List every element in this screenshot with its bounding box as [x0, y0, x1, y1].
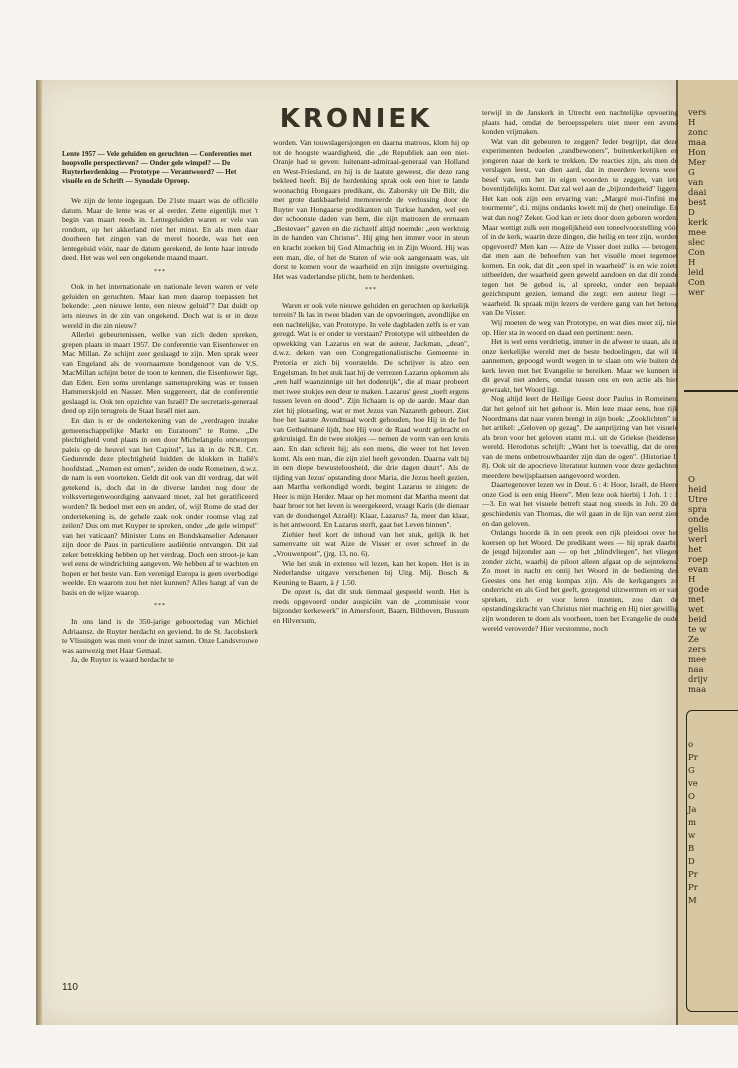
adjacent-page-line: Con: [688, 248, 706, 258]
paragraph: terwijl in de Janskerk in Utrecht een nachtelijke opvoering plaats had, omdat de beroepsspelers niet meer een avond konden vrijmaken.: [482, 108, 678, 137]
magazine-page: [36, 80, 676, 1025]
adjacent-page-line: Pr: [688, 883, 698, 893]
page-title: KRONIEK: [279, 104, 433, 134]
adjacent-page-line: wet: [688, 605, 704, 615]
adjacent-page-line: Hon: [688, 148, 707, 158]
page-number: 110: [62, 982, 78, 993]
paragraph: Waren er ook vele nieuwe geluiden en geruchten op kerkelijk terrein? Ik las in twee bladen van de opvoeringen, avondlijke en een nachtelijke, van Prototype. In vele dagbladen zelfs is er van geregd. Wat is er onder te verstaan? Prototype wil uitbeelden de opwekking van Lazarus en wat de auteur, Jackman, „dean", d.w.z. deken van een Congregationalistische Gemeente in Pretoria er zich bij voorstelde. De schrijver is alzo een Engelsman. In het stuk laat hij de verrezen Lazarus opkomen als „een half waanzinnige uit het dodenrijk", die al maar probeert met twee stokjes een deur te maken. Lazarus' geest „toeft ergens tussen leven en dood". Zijn lichaam is op de aarde. Maar dan ziet hij plotseling, wat er met Jezus van Nazareth gebeurt. Ziet hoe het laatste Avondmaal wordt gehouden, hoe Hij in de hof van Gethsémané lijdt, hoe Hij voor de Raad wordt gebracht en gekruisigd. En de twee stokjes — nemen de vorm van een kruis aan. En dan schreit hij; als een mens, die weer tot het leven komt. Als een man, die zijn ziel heeft gevonden. Daarna valt hij in een diepe bewusteloosheid, die drie dagen duurt". Als de tijding van Jezus' opstanding door Maria, die Jezus heeft gezien, aan Martha verkondigd wordt, begint Lazarus te zingen: de Heer is mijn Herder. Maar op het moment dat Martha meent dat haar broer tot het leven is weergekeerd, vraagt Karis (de dienaar van de doodsengel Azraël): Klaar, Lazarus? Ja, meer dan klaar, is het antwoord. En Lazarus sterft, gaat het Leven binnen".: [273, 300, 469, 530]
paragraph: Nog altijd leert de Heilige Geest door Paulus in Romeinen, dat het geloof uit het gehoor is. Men leze maar eens, hoe rijk Noordmans dat naar voren brengt in zijn boek: „Zooklichten" in het artikel: „Geloven op gezag". De aanprijzing van het visuele als bron voor het geloven stamt m.i. uit de Griekse (heidense) wereld. Herodotus schrijft: „Want het is toevallig, dat de oren van de mens onbetrouwbaarder zijn dan de ogen". (Historiae I: 8). Ook uit de apocrieve literatuur kunnen voor deze gedachten meerdere bewijsplaatsen aangevoerd worden.: [482, 394, 678, 480]
adjacent-page-line: Con: [688, 278, 706, 288]
paragraph: En dan is er de ondertekening van de „verdragen inzake gemeenschappelijke Markt en Euratoom" te Rome. „De plechtigheid vond plaats in een door Michelangelo ontworpen paleis op de heuvel van het Capitol", las ik in de N.R. Crt. Gedurende deze plechtigheid luidden de klokken in Italië's hoofdstad. „Nomen est omen", zeiden de oude Romeinen, d.w.z. de nam is een voorteken. Geldt dit ook van dit verdrag, dat wèl getekend is, doch dat in de diverse landen nog door de volksvertegenwoordiging aanvaard moet, zal het geratificeerd worden? Ik bedoel met een en ander, of, wijl Rome de stad der ondertekening is, de gehele zaak ook onder roomse vlag zal zeilen? Dus om met Kuyper te spreken, onder „de gele wimpel" van het vaticaan? Minister Luns en Bondskanselier Adenauer zijn door de Paus in particuliere audiëntie ontvangen. Dit zal zeker betrekking hebben op het verdrag. Doch een stroot-je kan wel eens de windrichting aangeven. We hebben af te wachten en hopen er het beste van. Een verenigd Europa is geen overbodige weelde. En waarom zou het niet kunnen? Alles hangt af van de basis en de wijze waarop.: [62, 416, 258, 597]
adjacent-page-line: vers: [688, 108, 707, 118]
adjacent-page-line: beid: [688, 615, 707, 625]
paragraph: De opzet is, dat dit stuk tienmaal gespeeld wordt. Het is reeds opgevoerd onder auspiciën van de „commissie voor bijzonder kerkewerk" in Amersfoort, Baarn, Bilthoven, Bussum en Hilversum,: [273, 587, 469, 625]
adjacent-page-line: maa: [688, 138, 707, 148]
paragraph: Ook in het internationale en nationale leven waren er vele geluiden en geruchten. Maar kan men daarop toepassen het bekende: „een nieuwe lente, een nieuw geluid"? Dat duidt op iets nieuws in de zin van ongekend. Doch wat is er in deze wereld in die zin nieuw?: [62, 282, 258, 330]
paragraph: Wie het stuk in extenso wil lezen, kan het kopen. Het is in Nederlandse uitgave verschenen bij Uitg. Mij. Bosch & Keuning te Baarn, à ƒ 1.50.: [273, 558, 469, 587]
adjacent-page-line: wer: [688, 288, 705, 298]
adjacent-page-line: zonc: [688, 128, 708, 138]
article-summary: Lente 1957 — Vele geluiden en geruchten — Conferenties met hoopvolle perspectieven? — Onder gele wimpel? — De Ruyterherdenking — Prototype — Verantwoord? — Het visuële en de Schrift — Synodale Oproep.: [62, 150, 252, 185]
adjacent-page-rule: [684, 390, 738, 392]
adjacent-page-box: [686, 710, 738, 1012]
adjacent-page-line: H: [688, 258, 696, 268]
adjacent-page-line: drijv: [688, 675, 708, 685]
adjacent-page-line: H: [688, 575, 696, 585]
paragraph: We zijn de lente ingegaan. De 21ste maart was de officiële datum. Maar de lente was er al eerder. Zette eigenlijk met 't begin van maart reeds in. Lentegeluiden waren er vele van rondom, op het akkerland niet het minst. En als men daar doorheen het zingen van de merel hoorde, was het een lentegeluid vóór, naar de datum gerekend, de lente haar intrede deed. Het was wel een ongekende maand maart.: [62, 196, 258, 263]
paragraph: In ons land is de 350-jarige geboortedag van Michiel Adriaansz. de Ruyter herdacht en geviend. In de St. Jacobskerk te Vlissingen was men voor de inzet samen. Onze Landsvrouwe was aanwezig met Haar Gemaal.: [62, 616, 258, 655]
adjacent-page-line: daai: [688, 188, 707, 198]
adjacent-page-line: M: [688, 896, 697, 906]
adjacent-page-line: naa: [688, 665, 704, 675]
adjacent-page-line: Ze: [688, 635, 699, 645]
adjacent-page-line: heid: [688, 485, 707, 495]
adjacent-page-line: gode: [688, 585, 710, 595]
adjacent-page-line: met: [688, 595, 705, 605]
adjacent-page-line: o: [688, 740, 694, 750]
column-2: [273, 138, 469, 965]
adjacent-page-line: G: [688, 168, 695, 178]
adjacent-page-line: Utre: [688, 495, 708, 505]
adjacent-page-line: zers: [688, 645, 706, 655]
adjacent-page-line: Ja: [688, 805, 697, 815]
adjacent-page-line: slec: [688, 238, 705, 248]
adjacent-page-line: leid: [688, 268, 704, 278]
adjacent-page-line: Mer: [688, 158, 706, 168]
adjacent-page-line: O: [688, 475, 695, 485]
paragraph: Onlangs hoorde ik in een preek een rijk pleidooi over het koersen op het Woord. De predikant wees — hij sprak daarbij de jeugd bijzonder aan — op het „blindvliegen", het vliegen zonder zicht, waarbij de piloot alleen afgaat op de sejntekens. Zo moet in nacht en ontij het Woord in de bediening des Geestes ons het enig kompas zijn. Als de kerkgangers zo onderricht en als God het geeft, gezegend uitzwermen en er van spreken, zich er voor leren inzetten, zou dan de opstandingskracht van Christus niet machtig en Hij niet gewillig zijn wonderen te doen als voorheen, toen het Evangelie de oude wereld veroverde? Hier verstomme, noch: [482, 528, 678, 633]
adjacent-page-line: spra: [688, 505, 707, 515]
adjacent-page-line: Pr: [688, 753, 698, 763]
separator: ***: [365, 287, 377, 294]
column-1: [62, 150, 258, 965]
adjacent-page-line: van: [688, 178, 704, 188]
adjacent-page-line: werl: [688, 535, 708, 545]
separator: ***: [154, 268, 166, 275]
adjacent-page-line: Pr: [688, 870, 698, 880]
adjacent-page: [676, 80, 738, 1025]
paragraph: Wij moeten de weg van Prototype, en wat dies meer zij, niet op. Hier sta in woord en daad een pertinent: neen.: [482, 318, 678, 337]
paragraph: Wat van dit gebeuren te zeggen? Ieder begrijpt, dat deze experimenten bedoelen „randbewoners", buitenkerkelijken en jongeren naar de kerk te trekken. De reacties zijn, als men de verslagen leest, van dien aard, dat in meerdere levens weer besef van, om het in eigen woorden te zeggen, van iets boventijdelijks komt. Dat zal wel aan de „bijzonderheid" liggen. Het kan ook zijn een ervaring van: „Margré moi-l'infini me tourmente", d.i. mijns ondanks kwelt mij de (het) oneindige. En wat dan nog? Zeker. God kan er iets door doen geboren worden. Maar wettigt zulk een mogelijkheid een toneelvoorstelling vóór of in de kerk, waarin deze dingen, die heilig en teer zijn, worden opgevoerd? Men kan — Aize de Visser doet zulks — betogen, dat men aan de behoeften van het visuële moet tegemoet komen. En ook, dat dit „een spel in waarheid" is en wie zoiets uitbeelden, der waarheid geen geweld aandoen en dat dit zonde tegen het 9e gebod is, al spreekt, onder een bepaald gezichtspunt gezien, iemand die zegt: een auteur liegt — waarheid. Ik spraak mijn lezers de verdere gang van het betoog van De Visser.: [482, 136, 678, 318]
adjacent-page-line: te w: [688, 625, 707, 635]
adjacent-page-line: D: [688, 857, 695, 867]
paragraph: Daartegenover lezen we in Deut. 6 : 4: Hoor, Israël, de Heere onze God is een enig Heere". Men leze ook hierbij 1 Joh. 1 : 1—3. En wat het visuele betreft staat nog steeds in Joh. 20 de geschiedenis van Thomas, die wil gaan in de lijn van eerst zien en dan geloven.: [482, 480, 678, 528]
paragraph: Het is wel eens verdrietig, immer in de afweer te staan, als in onze kerkelijke wereld met de beste bedoelingen, dat wil ik aannemen, gepoogd wordt wegen in te slaan om wie buiten de kerk leven met het Evangelie te bereiken. Maar we kunnen in dit geval niet anders, omdat tussen ons en een actie als hier gewraakt, het Woord ligt.: [482, 337, 678, 394]
adjacent-page-line: gelis: [688, 525, 709, 535]
adjacent-page-line: O: [688, 792, 695, 802]
adjacent-page-line: H: [688, 118, 696, 128]
paragraph: Allerlei gebeurtenissen, welke van zich deden spreken, grepen plaats in maart 1957. De conferentie van Eisenhower en Mac Millan. Ze schijnt zeer geslaagd te zijn. Men sprak weer van Engeland als de voornaamste bondgenoot van de V.S. MacMillan schijnt beter de toon te kennen, die Eisenhower ligt, dan Eden. Een soms urenlange samenspreking was er tussen Hammerskjold en Nasser. Men suggereert, dat de conferentie geslaagd is. Ook ten opzichte van Israël? De secretaris-generaal deed op zijn terugreis de Staat Israël niet aan.: [62, 330, 258, 416]
paragraph: worden. Van touwslagersjongen en daarna matroos, klom hij op tot de hoogste waardigheid, die „de Republiek aan een niet-Oranje had te geven: luitenant-admiraal-generaal van Holland en West-Friesland, en hij is de laatste geweest, die deze rang bekleed heeft. Bij de herdenking sprak ook een hier te lande woonachtig Hongaars predikant, ds. Zaborsky uit De Bilt, die met grote dankbaarheid memoreerde de verlossing door de Ruyter van Hongaarse predikanten uit Turkse handen, wel een der schoonste daden van hem, die zijn matrozen de erenaam „Bestevaer" gaven en die zichzelf altijd noemde: „een werktuig in de handen van Christus". Hij ging hen immer voor in steun en kracht zoeken bij God Almachtig en in Zijn Woord. Hij was een man, die, of het de Staten of wie ook aangenaam was, uit dorst te komen voor de waarheid en zijn innigste overtuiging. Het was vaderlandse plicht, hem te herdenken.: [273, 138, 469, 281]
adjacent-page-line: evan: [688, 565, 709, 575]
adjacent-page-line: kerk: [688, 218, 708, 228]
adjacent-page-line: ve: [688, 779, 698, 789]
binding-edge: [36, 80, 42, 1025]
column-3: [482, 108, 678, 965]
adjacent-page-line: D: [688, 208, 695, 218]
adjacent-page-line: B: [688, 844, 695, 854]
adjacent-page-line: maa: [688, 685, 707, 695]
adjacent-page-line: mee: [688, 655, 707, 665]
separator: ***: [154, 603, 166, 610]
adjacent-page-line: best: [688, 198, 707, 208]
adjacent-page-line: G: [688, 766, 695, 776]
adjacent-page-line: m: [688, 818, 697, 828]
paragraph: Ja, de Ruyter is waard herdacht te: [71, 655, 174, 665]
adjacent-page-line: mee: [688, 228, 707, 238]
adjacent-page-line: roep: [688, 555, 708, 565]
adjacent-page-line: het: [688, 545, 702, 555]
adjacent-page-line: onde: [688, 515, 710, 525]
paragraph: Ziehier heel kort de inhoud van het stuk, gelijk ik het samenvatte uit wat Aize de Visser er over schreef in de „Vrouwenpost", (jrg. 13, no. 6).: [273, 529, 469, 558]
adjacent-page-line: w: [688, 831, 696, 841]
